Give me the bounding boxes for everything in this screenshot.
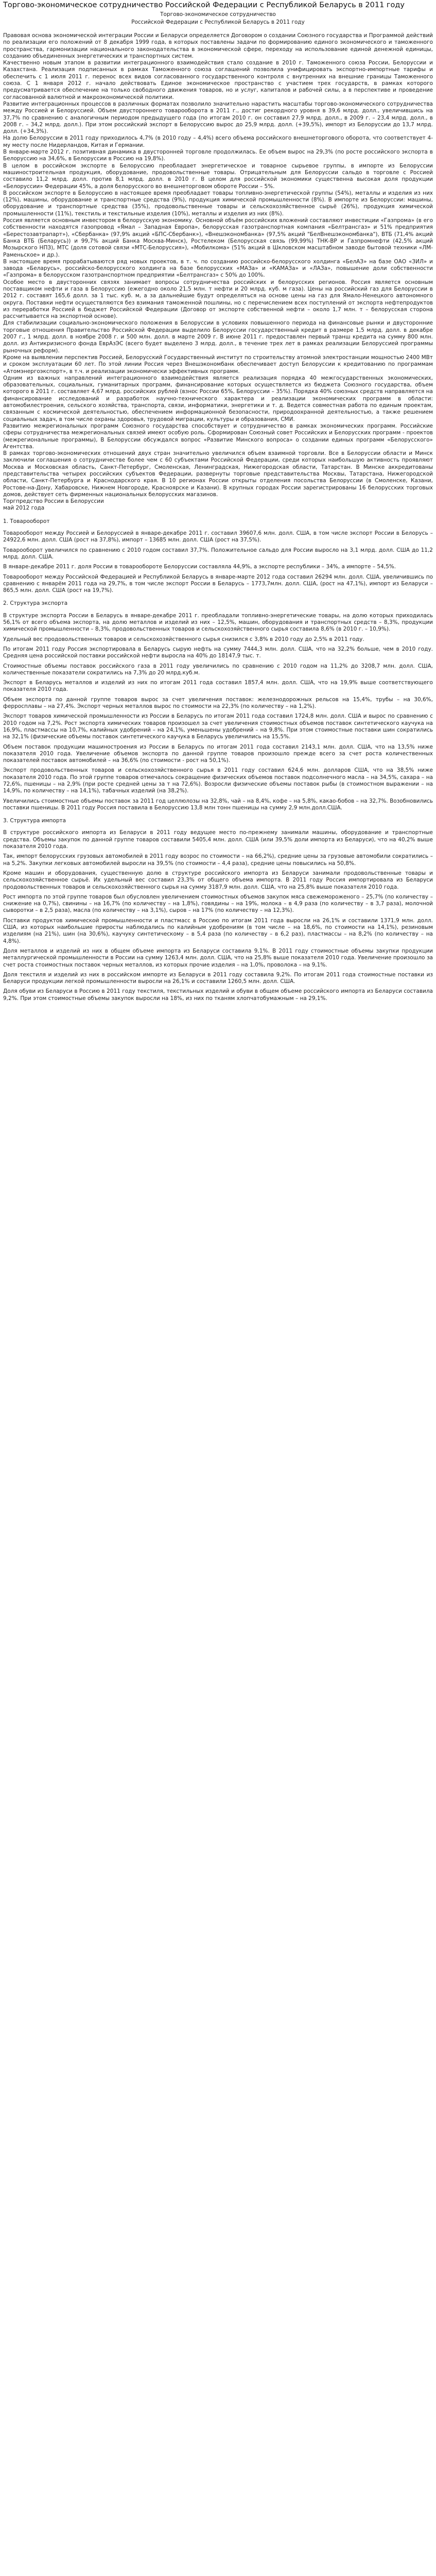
signature-line: Торгпредство России в Белоруссии [3,498,104,505]
intro-text [3,32,433,505]
paragraph: Объем экспорта по данной группе товаров вырос за счет увеличения поставок: железнодорожных рельсов на 15,4%, трубы – на 30,6%, ферросплавы – на 27,4%. Экспорт черных металлов вырос по стоимости на 22,3% (по количеству – на 1,2%). [3,696,433,710]
paragraph: Рост импорта по этой группе товаров был обусловлен увеличением стоимостных объемов закупок мяса свежемороженого – 25,7% (по количеству – снижение на 0,7%), свинины – на 16,7% (по количеству – на 1,8%), говядины – на 19%, молока – в 4,9 раза (по количеству – в 3,7 раза), молочной сыворотки – в 2,5 раза), масла (по количеству – на 3,1%), сыров – на 17% (по количеству – на 12,3%). [3,893,433,914]
section-trade-turnover [3,518,433,595]
paragraph: Увеличились стоимостные объемы поставок за 2011 год целлюлозы на 32,8%, чай – на 8,4%, кофе – на 5,8%, какао-бобов – на 32,7%. Возобновились поставки пшеницы. В 2011 году Россия поставила в Белоруссию 13,8 млн тонн пшеницы на сумму 2,9 млн.долл.США. [3,798,433,811]
paragraph: Развитие интеграционных процессов в различных форматах позволило значительно нарастить масштабы торгово-экономического сотрудничества между Россией и Белоруссией. Объем двустороннего товарооборота в 2011 г., достиг рекордного уровня в 39,6 млрд. долл., увеличившись на 37,7% по сравнению с аналогичным периодом предыдущего года (по итогам 2010 г. он составил 27,9 млрд. долл., в 2009 г. – 23,4 млрд. долл., в 2008 г. – 34,2 млрд. долл.). При этом российский экспорт в Белоруссию вырос до 25,9 млрд. долл. (+39,5%), импорт из Белоруссии до 13,7 млрд. долл. (+34,3%). [3,100,433,135]
subtitle-line-2: Российской Федерации с Республикой Беларусь в 2011 году [131,19,305,25]
paragraph: Качественно новым этапом в развитии интеграционного взаимодействия стало создание в 2010 г. Таможенного союза России, Белоруссии и Казахстана. Реализация подписанных в рамках Таможенного союза соглашений позволила унифицировать экспортно-импортные тарифы и обеспечить с 1 июля 2011 г. перенос всех видов согласованного государственного контроля с внутренних на внешние границы Таможенного союза. С 1 января 2012 г. начало действовать Единое экономическое пространство с участием трех государств, в рамках которого предусматривается обеспечение на только свободного движения товаров, но и услуг, капиталов и рабочей силы, а в перспективе и проведение согласованной валютной и макроэкономической политики. [3,60,433,100]
date-line: май 2012 года [3,505,45,512]
paragraph: В структуре российского импорта из Беларуси в 2011 году ведущее место по-прежнему занимали машины, оборудование и транспортные средства. Объемы закупок по данной группе товаров составили 5405,4 млн. долл. США (или 39,5% доли импорта из Беларуси), что на 40,2% выше показателя 2010 года. [3,829,433,850]
paragraph: В настоящее время прорабатываются ряд новых проектов, в т. ч. по созданию российско-белорусского холдинга «БелАЗ» на базе ОАО «ЗИЛ» и завода «Беларусь», российско-белорусского холдинга на базе белорусских «МАЗа» и «КАМАЗа» и «ЛАЗа», повышение доли собственности «Газпрома» в белорусском газотранспортном предприятии «Белтрансгаз» с 50% до 100%. [3,258,433,279]
paragraph: Экспорт в Беларусь металлов и изделий из них по итогам 2011 года составил 1857,4 млн. долл. США, что на 19,9% выше соответствующего показателя 2010 года. [3,680,433,693]
paragraph: Особое место в двусторонних связях занимает вопросы сотрудничества российских и белорусских регионов. Россия является основным поставщиком нефти и газа в Белоруссию (ежегодно около 21,5 млн. т нефти и 20 млрд. куб. м газа). Цены на российский газ для Белоруссии в 2012 г. составят 165,6 долл. за 1 тыс. куб. м, а за дальнейшие будут определяться на основе цены на газ для Ямало-Ненецкого автономного округа. Поставки нефти осуществляются без взимания таможенной пошлины, но с перечислением всех поступлений от экспорта нефтепродуктов из переработки Россией в бюджет Российской Федерации (Договор от экспорте собственной нефти – около 1,7 млн. т – белорусская сторона рассчитывается на экспортной основе). [3,279,433,320]
paragraph: Кроме на выявлении перспектив Россией, Белорусский Государственный институт по строительству атомной электростанции мощностью 2400 МВт и сроком эксплуатации 60 лет. По этой линии Россия через Внешэкономбанк обеспечивает доступ Белоруссии к кредитованию по программам «Атомэнергоэкспорт», в т.ч. и реализации экономически эффективных программ. [3,354,433,375]
paragraph: Россия является основным инвестором в белорусскую экономику. Основной объём российских вложений составляют инвестиции «Газпрома» (в его собственности находятся газопровод «Ямал – Западная Европа», белорусская газотранспортная компания «Белтрансгаз» и 51% предприятия «Берестозавтрапарт»), «Сбербанка» (97,9% акций «БПС-Сбербанк»), «Внешэкономбанка» (97,5% акций "БелВнешэкономбанка"), ВТБ (71,4% акций Банка ВТБ (Беларусь)) и 99,7% акций Банка Москва-Минск), Ростелеком (Белорусская связь (99,99%) ТНК-BP и Газпромнефти (42,5% акций Мозырского НПЗ), МТС (доля сотовой связи «МТС-Белоруссия»), «Мобилкома» (51% акций в Шкловском масштабном заводе бытовой техники «ЛМ-Раменьское» и др.). [3,217,433,258]
paragraph: На долю Белоруссии в 2011 году приходилось 4,7% (в 2010 году – 4,4%) всего объема российского внешнеторгового оборота, что соответствует 4-му месту после Нидерландов, Китая и Германии. [3,135,433,148]
document-page [0,1,436,1002]
paragraph: В январе-марте 2012 г. позитивная динамика в двусторонней торговле продолжилась. Ее объем вырос на 29,3% (по росте российского экспорта в Белоруссию на 34,6%, в Белоруссии в Россию на 19,8%). [3,149,433,162]
subtitle-line-1: Торгово-экономическое сотрудничество [160,11,276,18]
paragraph: Правовая основа экономической интеграции России и Беларуси определяется Договором о создании Союзного государства и Программой действий по реализации его положений от 8 декабря 1999 года, в которых поставлены задачи по формированию единого экономического и таможенного пространства, гармонизации национального законодательства в экономической сфере, переходу на использование единой денежной единицы, созданию объединенных энергетических и транспортных систем. [3,32,433,59]
paragraph: По итогам 2011 году Россия экспортировала в Беларусь сырую нефть на сумму 7444,3 млн. долл. США, что на 32,2% больше, чем в 2010 году. Средняя цена российской поставки российской нефти выросла на 40% до 18147,9 тыс. т. [3,646,433,659]
paragraph: Товарооборот увеличился по сравнению с 2010 годом составил 37,7%. Положительное сальдо для России выросло на 3,1 млрд. долл. США до 11,2 млрд. долл. США. [3,547,433,560]
paragraph: Товарооборот между Российской Федерацией и Республикой Беларусь в январе-марте 2012 года составил 26294 млн. долл. США, увеличившись по сравнению с январём 2011 года на 29,7%, в том числе экспорт России в Беларусь – 1773,7млн. долл. США, (рост на 47,1%), импорт из Беларуси – 865,5 млн. долл. США (рост на 19,7%). [3,573,433,594]
subtitle-block [3,11,433,26]
paragraph: В российском экспорте в Белоруссию в настоящее время преобладает товары топливно-энергетической группы (54%), металлы и изделия из них (12%), машины, оборудование и транспортные средства (9%), продукция химической промышленности (8%). В импорте из Белоруссии: машины, оборудование и транспортные средства (35%), продовольственные товары и сельскохозяйственное сырьё (26%), продукция химической промышленности (11%), текстиль и текстильные изделия (10%), металлы и изделия из них (8%). [3,190,433,217]
paragraph: В структуре экспорта России в Беларусь в январе-декабре 2011 г. преобладали топливно-энергетические товары, на долю которых приходилась 56,1% от всего объема экспорта, на долю металлов и изделий из них – 12,5%, машин, оборудования и транспортных средств – 8,3%, продукции химической промышленности – 8,3%, продовольственных товаров и сельскохозяйственного сырья составила 8,6% (в 2010 г. – 10,9%). [3,612,433,633]
section-title: 1. Товарооборот [3,518,50,524]
paragraph: Для стабилизации социально-экономического положения в Белоруссии в условиях повышенного периода на финансовые рынки и двусторонние торговые отношения Правительство Российской Федерации выделило Белоруссии государственный кредит в размере 1,5 млрд. долл. в декабре 2007 г., 1 млрд. долл. в ноябре 2008 г. и 500 млн. долл. в марте 2009 г. В июне 2011 г. предоставлен первый транш кредита на сумму 800 млн. долл. из Антикризисного фонда ЕврАзЭС (всего будет выделено 3 млрд. долл., в течение трех лет в рамках реализации Белоруссией программы рыночных реформ). [3,320,433,354]
paragraph: В январе-декабре 2011 г. доля России в товарообороте Белоруссии составляла 44,9%, а экспорте республики – 34%, а импорте – 54,5%. [3,564,396,570]
paragraph: Доля металлов и изделий из них в общем объеме импорта из Беларуси составила 9,1%. В 2011 году стоимостные объемы закупки продукции металлургической промышленности в России на сумму 1263,4 млн. долл. США, что на 25,8% выше показателя 2010 года. Увеличение произошло за счет роста стоимостных поставок черных металлов, из которых прочие изделия – на 1,0%, проволока – на 9,1%. [3,947,433,968]
paragraph: Доля текстиля и изделий из них в российском импорте из Беларуси в 2011 году составила 9,2%. По итогам 2011 года стоимостные поставки из Беларуси продукции легкой промышленности выросли на 26,1% и составили 1260,5 млн. долл. США. [3,971,433,985]
page-title: Торгово-экономическое сотрудничество Российской Федерации с Республикой Беларусь в 2011 году [3,1,405,9]
paragraph: Поставки продуктов химической промышленности и пластмасс в Россию по итогам 2011 года выросли на 26,1% и составили 1371,9 млн. долл. США, из которых наибольшие приросты наблюдались по калийным удобрениям (в том числе – на 18,6%, по стоимости на 14,1%), резиновым изделиям (на 21%), шин (на 30,6%), каучуку синтетическому – в 5,4 раза (по количеству – в 6,2 раз), пластмассы – на 8,2% (по количеству – на 4,8%). [3,917,433,944]
paragraph: Доля обуви из Беларуси в Россию в 2011 году текстиля, текстильных изделий и обуви в общем объеме российского импорта из Беларуси составила 9,2%. При этом стоимостные объемы закупок выросли на 18%, из них по тканям хлопчатобумажным – на 29,1%. [3,988,433,1002]
section-export-structure [3,600,433,811]
paragraph: Товарооборот между Россией и Белоруссией в январе-декабре 2011 г. составил 39607,6 млн. долл. США, в том числе экспорт России в Белорусь – 24922,6 млн. долл. США (рост на 37,8%), импорт – 13685 млн. долл. США (рост на 37,5%). [3,530,433,544]
paragraph: Одним из важных направлений интеграционного взаимодействия является реализация порядка 40 межгосударственных экономических, образовательных, социальных, гуманитарных программ, финансирование которых осуществляется из бюджета Союзного государства, объем которого в 2011 г. составляет 4,67 млрд. российских рублей (взнос России 65%, Белоруссии – 35%). Порядка 40% союзных средств направляется на финансирование исследований и разработок научно-технического характера и реализации экономических программ в области: автомобилестроения, сельского хозяйства, транспорта, связи, информатики, энергетики и т. д. Ведется совместная работа по единым проектам, связанным с космической деятельностью, обеспечением информационной безопасности, природоохранной деятельностью, а также решением социальных задач, в том числе охраны здоровья, трудовой миграции, культуры и образования, СМИ. [3,375,433,422]
paragraph: Экспорт продовольственных товаров и сельскохозяйственного сырья в 2011 году составил 624,6 млн. долларов США, что на 38,5% ниже показателя 2010 года. По этой группе товаров отмечалось сокращение физических объемов поставок подсолнечного масла – на 34,5%, сахара – на 72,6%, пшеницы – на 2,9% (при росте средней цены за т на 72,6%). Возросли физические объемы поставок рыбы (в стоимостном выражении – на 14,9%, по количеству – на 14,1%), табачных изделий (на 38,2%). [3,767,433,794]
section-title: 2. Структура экспорта [3,600,68,607]
paragraph: В рамках торгово-экономических отношений двух стран значительно увеличился объем взаимной торговли. Все в Белоруссии области и Минск заключили соглашения о сотрудничестве более чем с 60 субъектами Российской Федерации, среди которых наибольшую активность проявляют Москва и Московская область, Санкт-Петербург, Смоленская, Ленинградская, Нижегородская области, Татарстан. В Минске аккредитованы представительства четырех российских субъектов Федерации, развернуты торговые представительства Москвы, Татарстана, Нижегородской области, Санкт-Петербурга и Краснодарского края. В 10 регионах России открыты отделения посольства Белоруссии (в Смоленске, Казани, Ростове-на-Дону, Хабаровске, Нижнем Новгороде, Красноярске и Казани). В крупных городах России зарегистрированы 16 белорусских торговых домов, действует сеть фирменных национальных белорусских магазинов. [3,450,433,498]
section-title: 3. Структура импорта [3,818,66,824]
paragraph: Развитию межрегиональных программ Союзного государства способствует и сотрудничество в рамках экономических программ. Российские сферы сотрудничества межрегиональных связей имеют особую роль. Сформирован Союзный совет Российских и Белорусских программ - проектов (межрегиональные программы), В Белоруссии обсуждался вопрос «Развитие Минского вопроса» о создании единых программ «Белорусского» Агентства. [3,422,433,450]
paragraph: Экспорт товаров химической промышленности из России в Беларусь по итогам 2011 года составил 1724,8 млн. долл. США и вырос по сравнению с 2010 годом на 7,2%. Рост экспорта химических товаров произошел за счет увеличения стоимостных объемов поставок синтетического каучука на 16,9%, пластмассы на 10,7%, калийных удобрений – на 24,1%, уменьшены удобрений – на 9,8%. При этом стоимостные поставки шин сократились на 32,1% (физические объемы поставок синтетического каучука в Беларусь увеличились на 15,5%. [3,713,433,740]
paragraph: Объем поставок продукции машиностроения из России в Беларусь по итогам 2011 года составил 2143,1 млн. долл. США, что на 13,5% ниже показателя 2010 года. Увеличение объемов экспорта по данной группе товаров произошло прежде всего за счет роста количественных показателей поставок автомобилей – на 36,6% (по стоимости - рост на 50,1%). [3,743,433,764]
paragraph: Удельный вес продовольственных товаров и сельскохозяйственного сырья снизился с 3,8% в 2010 году до 2,5% в 2011 году. [3,636,364,642]
section-import-structure [3,818,433,1002]
paragraph: Стоимостные объемы поставок российского газа в 2011 году увеличились по сравнению с 2010 годом на 11,2% до 3208,7 млн. долл. США, количественные показатели сократились на 7,3% до 20 млрд.куб.м. [3,663,433,676]
paragraph: Кроме машин и оборудования, существенную долю в структуре российского импорта из Беларуси занимали продовольственные товары и сельскохозяйственное сырьё. Их удельный вес составил 23,3% от общего объема импорта. В 2011 году Россия импортировала из Беларуси продовольственных товаров и сельскохозяйственного сырья на сумму 3187,9 млн. долл. США, что на 25,8% выше показателя 2010 года. [3,870,433,890]
paragraph: В целом в российском экспорте в Белоруссию преобладает энергетическое и товарное сырьевое группы, в импорте из Белоруссии машиностроительная продукция, оборудование, продовольственные товары. Отрицательным для Белоруссии сальдо в торговле с Россией составило 11,2 млрд. долл. против 8,1 млрд. долл. в 2010 г. В целом для российской экономики существенна высокая доля продукции «Белоруссии» Федерации 45%, а доля белорусского во внешнеторговом обороте России – 5%. [3,162,433,190]
paragraph: Так, импорт белорусских грузовых автомобилей в 2011 году возрос по стоимости – на 66,2%), средние цены за грузовые автомобили сократились – на 5,2%. Закупки легковых автомобилей выросли на 39,5% (по стоимости – 4,4 раза), средние цены повысились на 50,8%. [3,853,433,867]
